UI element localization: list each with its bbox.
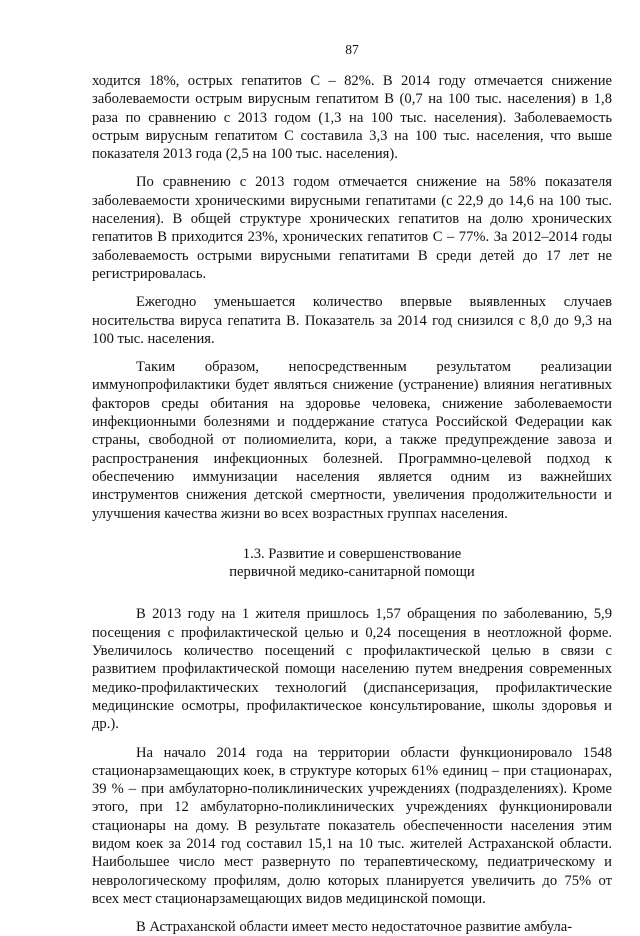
paragraph-hepatitis-acute: ходится 18%, острых гепатитов С – 82%. В 2014 году отмечается снижение заболеваемости острым вирусным гепатитом В (0,7 на 100 тыс. населения) в 1,8 раза по сравнению с 2013 годом (1,3 на 100 тыс. населения). Заболеваемость острым вирусным гепатитом С составила 3,3 на 100 тыс. населения, что выше показателя 2013 года (2,5 на 100 тыс. населения). [92, 73, 612, 163]
section-heading-line-2: первичной медико-санитарной помощи [229, 564, 475, 581]
paragraph-hepatitis-carriers: Ежегодно уменьшается количество впервые выявленных случаев носительства вируса гепатита В. Показатель за 2014 год снизился с 8,0 до 9,3 на 100 тыс. населения. [92, 294, 612, 347]
paragraph-day-beds-2014: На начало 2014 года на территории области функционировало 1548 стационарзамещающих коек, в структуре которых 61% единиц – при стационарах, 39 % – при амбулаторно-поликлинических учреждениях (подразделениях). Кроме этого, при 12 амбулаторно-поликлинических учреждениях функционировали стационары на дому. В результате показатель обеспеченности населения этим видом коек за 2014 год составил 15,1 на 10 тыс. жителей Астраханской области. Наибольшее число мест развернуто по терапевтическому, педиатрическому и неврологическому профилям, долю которых планируется увеличить до 75% от всех мест стационарзамещающих видов медицинской помощи. [92, 744, 612, 907]
body-text [92, 72, 612, 936]
page-number: 87 [345, 42, 359, 57]
paragraph-immunoprophylaxis-summary: Таким образом, непосредственным результатом реализации иммунопрофилактики будет являться снижение (устранение) влияния негативных факторов среды обитания на здоровье человека, снижение заболеваемости инфекционными болезнями и поддержание статуса Российской Федерации как страны, свободной от полиомиелита, кори, а также предупреждение завоза и распространения инфекционных болезней. Программно-целевой подход к обеспечению иммунизации населения является одним из важнейших инструментов снижения детской смертности, увеличения продолжительности и улучшения качества жизни во всех возрастных группах населения. [92, 359, 612, 522]
paragraph-outpatient-development: В Астраханской области имеет место недостаточное развитие амбула- [136, 919, 573, 936]
section-heading-line-1: 1.3. Развитие и совершенствование [242, 545, 462, 562]
paragraph-hepatitis-chronic: По сравнению с 2013 годом отмечается снижение на 58% показателя заболеваемости хроническими вирусными гепатитами (с 22,9 до 14,6 на 100 тыс. населения). В общей структуре хронических гепатитов на долю хронических гепатитов В приходится 23%, хронических гепатитов С – 77%. За 2012–2014 годы заболеваемость острыми вирусными гепатитами В среди детей до 17 лет не регистрировалась. [92, 174, 612, 282]
paragraph-visits-2013: В 2013 году на 1 жителя пришлось 1,57 обращения по заболеванию, 5,9 посещения с профилактической целью и 0,24 посещения в неотложной форме. Увеличилось количество посещений с профилактической целью в связи с развитием профилактической помощи населению путем внедрения современных медико-профилактических технологий (диспансеризация, профилактические медицинские осмотры, профилактическое консультирование, школы здоровья и др.). [92, 606, 612, 733]
section-heading [92, 545, 612, 582]
